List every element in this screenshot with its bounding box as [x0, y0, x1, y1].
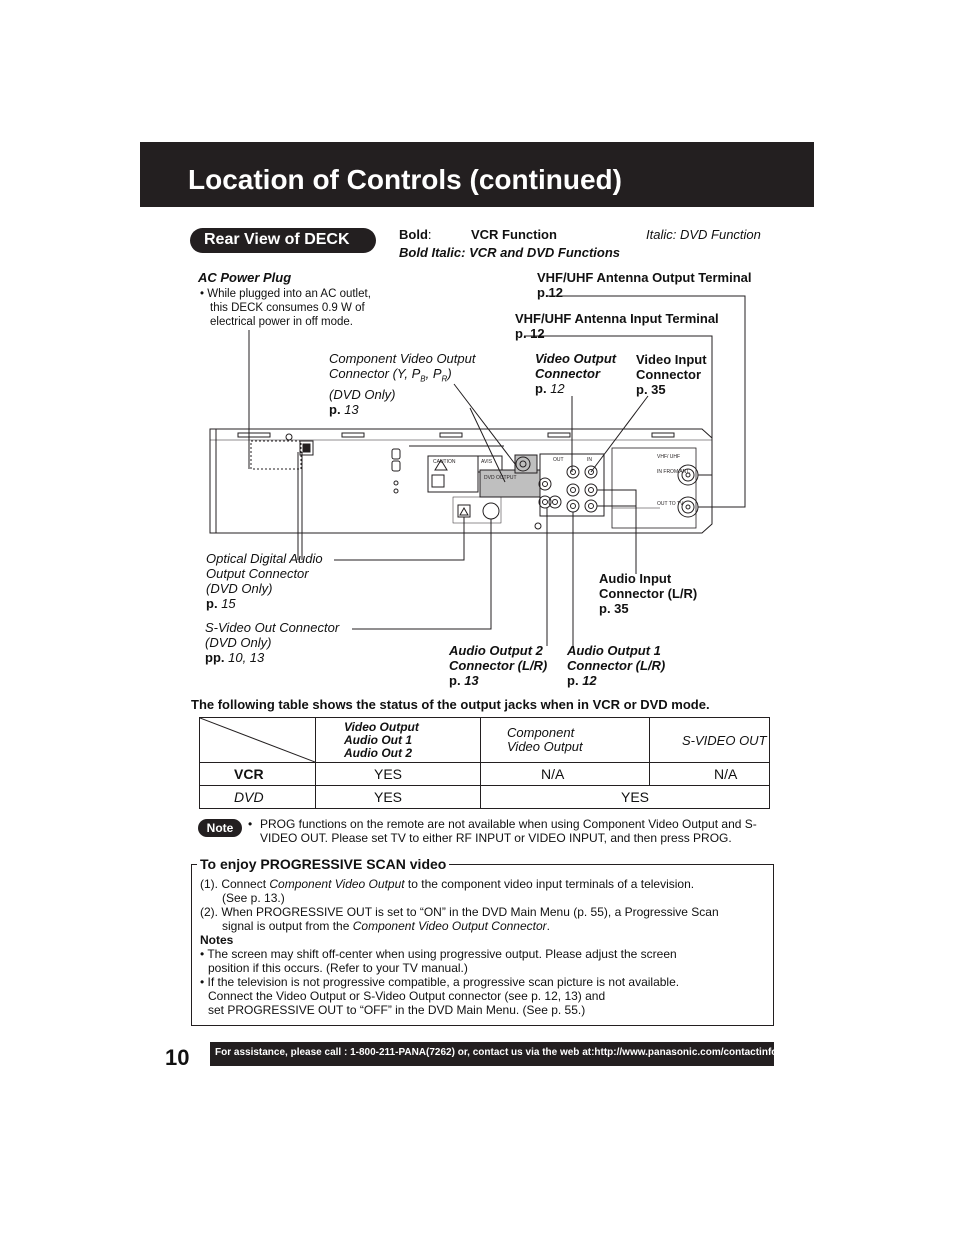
note-text: • PROG functions on the remote are not available when using Component Video Output and S-VIDEO OUT. Please set TV to either RF INPUT or VIDEO INPUT, and then press PROG. [248, 817, 757, 845]
in-from-ant-text: IN FROM ANT. [657, 469, 691, 475]
table-cell: N/A [481, 763, 650, 786]
legend-bold-value: VCR Function [471, 227, 557, 242]
avis-text: AVIS [481, 459, 493, 465]
table-row [200, 786, 770, 809]
legend-bold-italic: Bold Italic: VCR and DVD Functions [399, 245, 621, 260]
component-video-label: Component Video Output Connector (Y, $P_B$, $P_R$) (DVD Only) p. 13 [329, 351, 476, 417]
caution-text: CAUTION [433, 459, 456, 465]
table-cell: N/A [650, 763, 770, 786]
diagonal-line [200, 718, 315, 762]
vhf-uhf-text: VHF/ UHF [657, 454, 681, 460]
ac-power-label: AC Power Plug [198, 270, 292, 285]
table-cell: DVD [200, 786, 316, 809]
table-cell: YES [316, 763, 481, 786]
note-badge: Note [198, 819, 242, 837]
video-output-label: Video Output Connector p. 12 [535, 351, 617, 396]
optical-audio-label: Optical Digital Audio Output Connector (DVD Only) p. 15 [206, 551, 323, 611]
table-cell: YES [316, 786, 481, 809]
video-input-label: Video Input Connector p. 35 [636, 352, 707, 397]
audio-output-2-label: Audio Output 2 Connector (L/R) p. 13 [449, 643, 548, 688]
table-cell: VCR [200, 763, 316, 786]
progressive-title: To enjoy PROGRESSIVE SCAN video [197, 856, 449, 872]
table-head-component: Component Video Output [481, 718, 650, 763]
legend-bold: Bold: [399, 227, 432, 242]
table-row [200, 718, 770, 763]
table-corner-cell [200, 718, 316, 763]
output-status-table [199, 717, 770, 809]
table-head-svideo: S-VIDEO OUT [650, 718, 770, 763]
out-text: OUT [553, 457, 564, 463]
table-cell: YES [481, 786, 770, 809]
page-title: Location of Controls (continued) [188, 164, 622, 195]
footer-text: For assistance, please call : 1-800-211-PANA(7262) or, contact us via the web at:http://www.panasonic.com/contactinfo [215, 1047, 778, 1058]
page-number: 10 [165, 1045, 190, 1070]
audio-output-1-label: Audio Output 1 Connector (L/R) p. 12 [567, 643, 666, 688]
out-to-tv-text: OUT TO TV [657, 501, 684, 507]
ac-power-note: • While plugged into an AC outlet, this DECK consumes 0.9 W of electrical power in off mode. [200, 288, 371, 328]
dvd-output-text: DVD OUTPUT [484, 475, 517, 481]
antenna-input-label: VHF/UHF Antenna Input Terminal p. 12 [515, 311, 719, 341]
table-caption: The following table shows the status of the output jacks when in VCR or DVD mode. [191, 697, 710, 712]
s-video-label: S-Video Out Connector (DVD Only) pp. 10, 13 [205, 620, 340, 665]
antenna-output-label: VHF/UHF Antenna Output Terminal p.12 [537, 270, 752, 300]
audio-input-label: Audio Input Connector (L/R) p. 35 [599, 571, 698, 616]
progressive-body: (1). Connect Component Video Output to the component video input terminals of a television. (See p. 13.) (2). When PROGRESSIVE OUT is set to “ON” in the DVD Main Menu (p. 55), a Progressive Scan signal is output from the Component Video Output Connector. Notes • The screen may shift off-center when using progressive output. Please adjust the screen position if this occurs. (Refer to your TV manual.) • If the television is not progressive compatible, a progressive scan picture is not available. Connect the Video Output or S-Video Output connector (see p. 12, 13) and set PROGRESSIVE OUT to “OFF” in the DVD Main Menu. (See p. 55.) [200, 877, 719, 1017]
section-label: Rear View of DECK [204, 231, 350, 248]
in-text: IN [587, 457, 592, 463]
table-head-video-output: Video Output Audio Out 1 Audio Out 2 [316, 718, 481, 763]
legend-italic: Italic: DVD Function [646, 227, 761, 242]
table-row [200, 763, 770, 786]
